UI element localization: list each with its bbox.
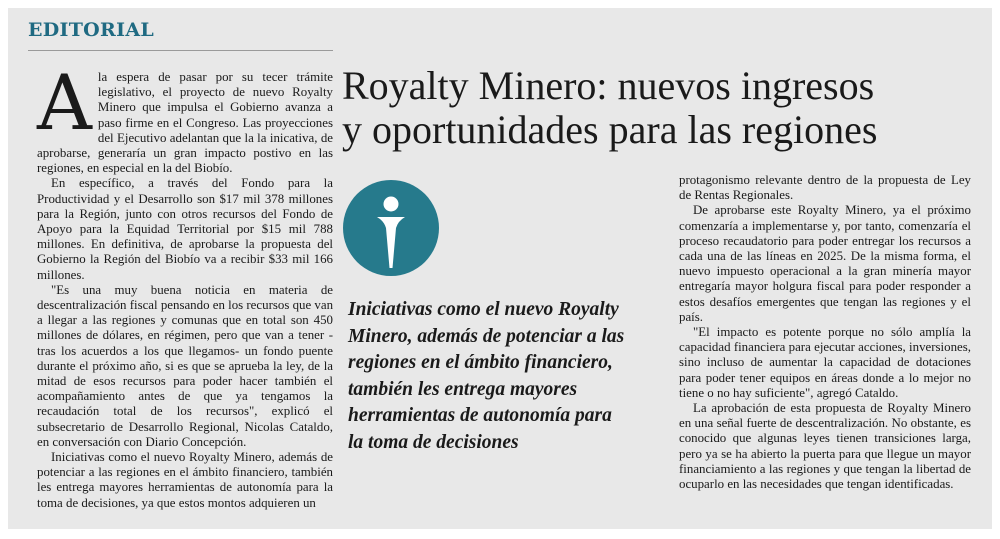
paragraph-5: protagonismo relevante dentro de la propuesta de Ley de Rentas Regionales.: [679, 173, 971, 203]
paragraph-7: "El impacto es potente porque no sólo amplía la capacidad financiera para ejecutar acciones, inversiones, sino incluso de aumentar la capacidad de dotaciones para poder tener equipos en áreas donde a lo mejor no tiene o no hay suficiente", agregó Cataldo.: [679, 325, 971, 400]
pull-quote-line: herramientas de autonomía para: [348, 405, 612, 426]
paragraph-4: Iniciativas como el nuevo Royalty Minero, además de potenciar a las regiones en el ámbito financiero, también les entrega mayores herramientas de autonomía para la toma de decisiones, ya que estos montos adquieren un: [37, 450, 333, 510]
article-column-3: [679, 173, 971, 492]
pull-quote-line: Minero, además de potenciar a las: [348, 325, 625, 347]
headline: [342, 64, 972, 152]
drop-cap: A: [37, 58, 92, 147]
section-divider: [28, 50, 333, 51]
pull-quote-line: la toma de decisiones: [348, 431, 519, 453]
pull-quote-line: Iniciativas como el nuevo Royalty: [348, 299, 619, 320]
info-logo-icon: [343, 180, 439, 276]
pull-quote-line: regiones en el ámbito financiero,: [348, 352, 613, 373]
paragraph-1: [37, 58, 333, 176]
headline-line-2: y oportunidades para las regiones: [342, 107, 878, 152]
pull-quote: [348, 297, 668, 456]
pull-quote-line: también les entrega mayores: [348, 378, 578, 400]
paragraph-8: La aprobación de esta propuesta de Royalty Minero en una señal fuerte de descentralización. No obstante, es conocido que algunas leyes tienen transiciones larga, pero ya se ha abierto la puerta para que llegue un mayor financiamiento a las regiones y que tengan la libertad de ocuparlo en las necesidades que tengan identificadas.: [679, 401, 971, 492]
section-label: EDITORIAL: [28, 19, 155, 41]
paragraph-1-text: la espera de pasar por su tecer trámite legislativo, el proyecto de nuevo Royalty Minero que impulsa el Gobierno avanza a paso firme en el Congreso. Las proyecciones del Ejecutivo adelantan que la la inicativa, de aprobarse, generaría un gran impacto postivo en las regiones, en especial en la del Biobío.: [37, 70, 333, 176]
paragraph-6: De aprobarse este Royalty Minero, ya el próximo comenzaría a implementarse y, por tanto, comenzaría el proceso recaudatorio para poder entregar los recursos a cada una de las líneas en 2025. De la misma forma, el nuevo impuesto operacional a la gran minería mayor entregaría mayor holgura fiscal para poder responder a estos desafíos emergentes que tengan las regiones y el país.: [679, 203, 971, 324]
paragraph-3: "Es una muy buena noticia en materia de descentralización fiscal pensando en los recursos que van a llegar a las regiones y comunas que en total son 450 millones de dólares, en régimen, pero que van a tener -tras los acuerdos a los que llegamos- un fondo puente durante el próximo año, si es que se aprueba la ley, de la mitad de esos recursos para poder hacer también el acompañamiento antes de que ya tengamos la recaudación total de los recursos", explicó el subsecretario de Desarrollo Regional, Nicolas Cataldo, en conversación con Diario Concepción.: [37, 282, 334, 449]
paragraph-2: En específico, a través del Fondo para la Productividad y el Desarrollo son $17 mil 378 millones para la Región, junto con otros recursos del Fondo de Apoyo para la Equidad Territorial por $15 mil 788 millones. En definitiva, de aprobarse la propuesta del Gobierno la Región del Biobío va a recibir $33 mil 166 millones.: [37, 176, 333, 282]
article-column-1: [37, 58, 334, 511]
headline-line-1: Royalty Minero: nuevos ingresos: [342, 63, 875, 108]
